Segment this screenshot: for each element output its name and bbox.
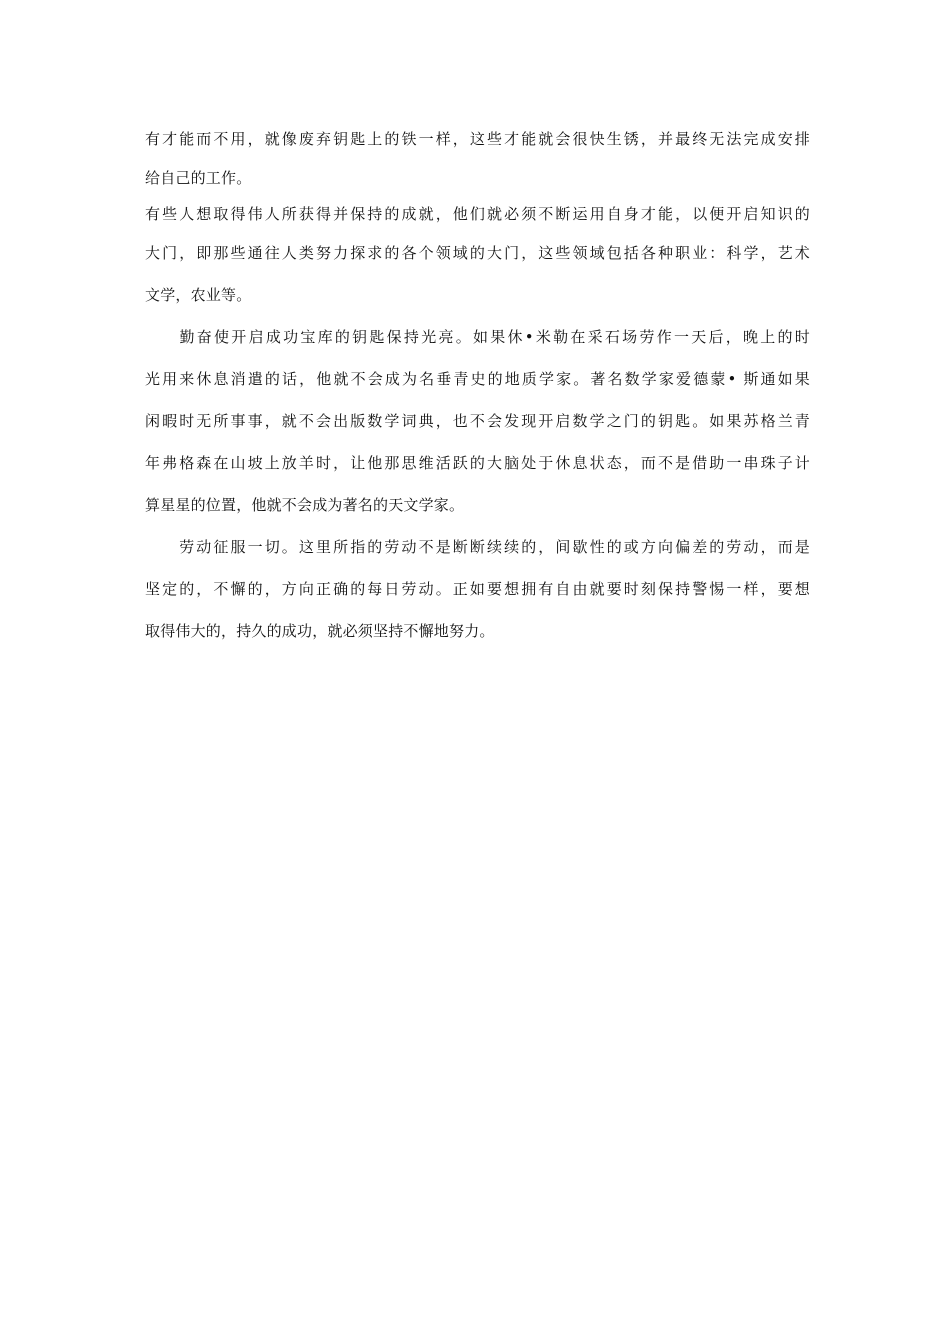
text-line-5: 文学，农业等。	[145, 286, 252, 304]
text-line-3: 有些人想取得伟人所获得并保持的成就，他们就必须不断运用自身才能，以便开启知识的	[145, 205, 810, 223]
text-line-7: 光用来休息消遣的话，他就不会成为名垂青史的地质学家。著名数学家爱德蒙• 斯通如果	[145, 370, 810, 388]
document-body	[145, 118, 810, 652]
text-line-9: 年弗格森在山坡上放羊时，让他那思维活跃的大脑处于休息状态，而不是借助一串珠子计	[145, 454, 810, 472]
text-line-6: 勤奋使开启成功宝库的钥匙保持光亮。如果休•米勒在采石场劳作一天后，晚上的时	[145, 328, 810, 346]
text-line-2: 给自己的工作。	[145, 169, 252, 187]
text-line-8: 闲暇时无所事事，就不会出版数学词典，也不会发现开启数学之门的钥匙。如果苏格兰青	[145, 412, 810, 430]
text-line-12: 坚定的，不懈的，方向正确的每日劳动。正如要想拥有自由就要时刻保持警惕一样，要想	[145, 580, 810, 598]
text-line-13: 取得伟大的，持久的成功，就必须坚持不懈地努力。	[145, 622, 495, 640]
text-line-11: 劳动征服一切。这里所指的劳动不是断断续续的，间歇性的或方向偏差的劳动，而是	[145, 538, 810, 556]
text-line-4: 大门，即那些通往人类努力探求的各个领域的大门，这些领域包括各种职业：科学，艺术	[145, 244, 810, 262]
text-line-10: 算星星的位置，他就不会成为著名的天文学家。	[145, 496, 465, 514]
text-line-1: 有才能而不用，就像废弃钥匙上的铁一样，这些才能就会很快生锈，并最终无法完成安排	[145, 130, 810, 148]
